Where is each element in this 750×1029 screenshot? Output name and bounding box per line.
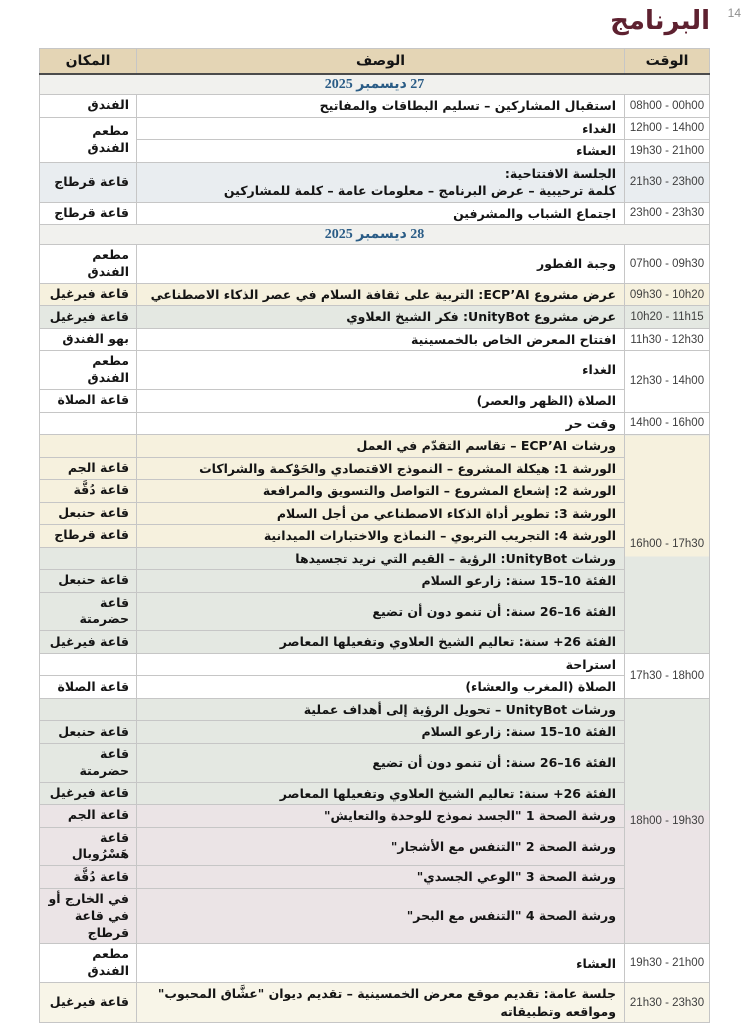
description-line: الصلاة (المغرب والعشاء) — [465, 679, 616, 695]
schedule-row — [40, 592, 710, 631]
time-cell: 19h30 - 21h00 — [625, 140, 710, 163]
location-cell: قاعة فيرغيل — [40, 283, 137, 306]
page-title: البرنامج — [610, 6, 710, 36]
schedule-row — [40, 570, 710, 593]
description-line: جلسة عامة: تقديم موقع معرض الخمسينية – تقديم ديوان "عشَّاق المحبوب" ومواقعه وتطبيقاته — [157, 986, 616, 1019]
time-cell: 21h30 - 23h00 — [625, 162, 710, 202]
description-cell — [137, 245, 625, 284]
location-cell: قاعة حنبعل — [40, 721, 137, 744]
column-header-description: الوصف — [137, 49, 625, 75]
description-line: الفئة 10–15 سنة: زارعو السلام — [421, 724, 616, 740]
description-line: الفئة 26+ سنة: تعاليم الشيخ العلاوي وتفعيلها المعاصر — [279, 634, 616, 650]
location-cell: الفندق — [40, 95, 137, 118]
description-line: الورشة 4: التجريب التربوي – النماذج والاختبارات الميدانية — [263, 528, 616, 543]
location-cell — [40, 435, 137, 458]
description-cell — [137, 95, 625, 118]
description-line: وقت حر — [565, 415, 616, 431]
time-cell: 10h20 - 11h15 — [625, 306, 710, 329]
date-row — [40, 225, 710, 245]
schedule-row — [40, 117, 710, 140]
description-line: ورشات UnityBot: الرؤية – القيم التي نريد تجسيدها — [295, 550, 616, 566]
time-cell: 19h30 - 21h00 — [625, 944, 710, 983]
location-cell: قاعة قرطاج — [40, 202, 137, 225]
location-cell: قاعة الصلاة — [40, 676, 137, 699]
description-cell — [137, 592, 625, 631]
location-cell: قاعة الجم — [40, 457, 137, 480]
schedule-row — [40, 547, 710, 570]
schedule-row — [40, 525, 710, 548]
location-cell: قاعة دُقَّة — [40, 866, 137, 889]
time-cell: 09h30 - 10h20 — [625, 283, 710, 306]
page-number: 14 — [727, 6, 741, 20]
time-cell: 21h30 - 23h30 — [625, 983, 710, 1023]
schedule-row — [40, 95, 710, 118]
location-cell: قاعة فيرغيل — [40, 782, 137, 805]
date-label: 27 ديسمبر 2025 — [40, 74, 710, 95]
description-cell — [137, 782, 625, 805]
time-cell: 17h30 - 18h00 — [625, 653, 710, 698]
description-line: الفئة 10–15 سنة: زارعو السلام — [421, 573, 616, 588]
schedule-row — [40, 631, 710, 654]
description-line: ورشة الصحة 3 "الوعي الجسدي" — [416, 869, 616, 885]
description-cell — [137, 140, 625, 163]
description-line: الورشة 1: هيكلة المشروع – النموذج الاقتصادي والحَوْكمة والشراكات — [199, 460, 616, 476]
location-cell: بهو الفندق — [40, 328, 137, 351]
schedule-row — [40, 866, 710, 889]
time-cell: 12h30 - 14h00 — [625, 351, 710, 412]
time-cell: 18h00 - 19h30 — [625, 698, 710, 944]
location-cell: قاعة فيرغيل — [40, 306, 137, 329]
location-cell: قاعة فيرغيل — [40, 983, 137, 1023]
description-line: ورشة الصحة 1 "الجسد نموذج للوحدة والتعايش" — [323, 808, 616, 823]
program-table — [39, 48, 710, 1023]
description-cell — [137, 525, 625, 548]
schedule-row — [40, 502, 710, 525]
time-cell: 23h00 - 23h30 — [625, 202, 710, 225]
location-cell: مطعم الفندق — [40, 351, 137, 390]
description-cell — [137, 351, 625, 390]
schedule-row — [40, 721, 710, 744]
description-cell — [137, 944, 625, 983]
description-cell — [137, 631, 625, 654]
description-line: اجتماع الشباب والمشرفين — [453, 205, 616, 221]
location-cell: قاعة قرطاج — [40, 525, 137, 548]
table-header-row — [40, 49, 710, 75]
description-line: عرض مشروع UnityBot: فكر الشيخ العلاوي — [346, 309, 616, 325]
location-cell: مطعم الفندق — [40, 944, 137, 983]
time-cell: 16h00 - 17h30 — [625, 435, 710, 654]
description-line: الغداء — [582, 362, 616, 378]
schedule-row — [40, 245, 710, 284]
location-cell: قاعة قرطاج — [40, 162, 137, 202]
description-cell — [137, 117, 625, 140]
description-cell — [137, 866, 625, 889]
description-cell — [137, 306, 625, 329]
description-cell — [137, 283, 625, 306]
schedule-row — [40, 435, 710, 458]
time-cell: 07h00 - 09h30 — [625, 245, 710, 284]
location-cell — [40, 547, 137, 570]
location-cell: قاعة حنبعل — [40, 570, 137, 593]
schedule-row — [40, 162, 710, 202]
description-line: الجلسة الافتتاحية: — [504, 165, 616, 181]
description-cell — [137, 202, 625, 225]
location-cell: قاعة الجم — [40, 805, 137, 828]
description-line: عرض مشروع ECP’AI: التربية على ثقافة السلام في عصر الذكاء الاصطناعي — [150, 286, 616, 302]
description-cell — [137, 502, 625, 525]
description-cell — [137, 676, 625, 699]
location-cell: قاعة فيرغيل — [40, 631, 137, 654]
description-line: ورشة الصحة 4 "التنفس مع البحر" — [406, 908, 616, 924]
schedule-row — [40, 805, 710, 828]
schedule-row — [40, 983, 710, 1023]
description-cell — [137, 435, 625, 458]
location-cell: قاعة الصلاة — [40, 390, 137, 413]
schedule-row — [40, 202, 710, 225]
description-cell — [137, 570, 625, 593]
description-line: العشاء — [576, 955, 616, 971]
location-cell — [40, 653, 137, 676]
description-cell — [137, 827, 625, 866]
description-cell — [137, 721, 625, 744]
description-line: الصلاة (الظهر والعصر) — [476, 393, 616, 408]
schedule-row — [40, 480, 710, 503]
schedule-body — [40, 74, 710, 1023]
schedule-row — [40, 944, 710, 983]
description-line: الفئة 16–26 سنة: أن تنمو دون أن تضيع — [372, 754, 616, 770]
description-line: ورشة الصحة 2 "التنفس مع الأشجار" — [390, 838, 616, 854]
description-line: ورشات UnityBot – تحويل الرؤية إلى أهداف عملية — [303, 701, 616, 717]
description-cell — [137, 162, 625, 202]
schedule-row — [40, 457, 710, 480]
schedule-row — [40, 390, 710, 413]
schedule-row — [40, 351, 710, 390]
date-row — [40, 74, 710, 95]
schedule-row — [40, 782, 710, 805]
time-cell: 08h00 - 00h00 — [625, 95, 710, 118]
description-line: الورشة 2: إشعاع المشروع – التواصل والتسويق والمرافعة — [262, 483, 616, 498]
description-cell — [137, 805, 625, 828]
description-cell — [137, 412, 625, 435]
schedule-row — [40, 283, 710, 306]
description-line: العشاء — [576, 143, 616, 158]
time-cell: 14h00 - 16h00 — [625, 412, 710, 435]
location-cell: قاعة هَسْرُوبال — [40, 827, 137, 866]
description-line: الفئة 26+ سنة: تعاليم الشيخ العلاوي وتفعيلها المعاصر — [279, 785, 616, 801]
description-cell — [137, 698, 625, 721]
schedule-row — [40, 827, 710, 866]
location-cell: مطعم الفندق — [40, 117, 137, 162]
schedule-row — [40, 306, 710, 329]
description-cell — [137, 888, 625, 944]
description-line: استراحة — [565, 656, 616, 672]
description-line: الورشة 3: تطوير أداة الذكاء الاصطناعي من أجل السلام — [276, 505, 616, 521]
schedule-row — [40, 140, 710, 163]
description-line: افتتاح المعرض الخاص بالخمسينية — [410, 331, 616, 347]
column-header-location: المكان — [40, 49, 137, 75]
schedule-row — [40, 743, 710, 782]
description-line: وجبة الفطور — [537, 256, 616, 272]
description-cell — [137, 480, 625, 503]
description-cell — [137, 328, 625, 351]
location-cell: قاعة حنبعل — [40, 502, 137, 525]
column-header-time: الوقت — [625, 49, 710, 75]
schedule-row — [40, 888, 710, 944]
time-cell: 12h00 - 14h00 — [625, 117, 710, 140]
schedule-row — [40, 653, 710, 676]
description-line: الغداء — [582, 120, 616, 136]
description-line: الفئة 16–26 سنة: أن تنمو دون أن تضيع — [372, 603, 616, 619]
time-cell: 11h30 - 12h30 — [625, 328, 710, 351]
location-cell: في الخارج أو في قاعة قرطاج — [40, 888, 137, 944]
schedule-row — [40, 698, 710, 721]
description-cell — [137, 743, 625, 782]
location-cell: قاعة حضرمتة — [40, 592, 137, 631]
description-line: كلمة ترحيبية – عرض البرنامج – معلومات عامة – كلمة للمشاركين — [223, 183, 616, 198]
description-cell — [137, 653, 625, 676]
schedule-row — [40, 676, 710, 699]
schedule-row — [40, 328, 710, 351]
location-cell: مطعم الفندق — [40, 245, 137, 284]
description-cell — [137, 457, 625, 480]
schedule-row — [40, 412, 710, 435]
location-cell: قاعة دُقَّة — [40, 480, 137, 503]
date-label: 28 ديسمبر 2025 — [40, 225, 710, 245]
location-cell — [40, 412, 137, 435]
description-cell — [137, 547, 625, 570]
location-cell: قاعة حضرمتة — [40, 743, 137, 782]
description-line: ورشات ECP’AI – تقاسم التقدّم في العمل — [356, 438, 616, 453]
location-cell — [40, 698, 137, 721]
description-cell — [137, 390, 625, 413]
description-line: استقبال المشاركين – تسليم البطاقات والمفاتيح — [319, 98, 616, 113]
description-cell — [137, 983, 625, 1023]
